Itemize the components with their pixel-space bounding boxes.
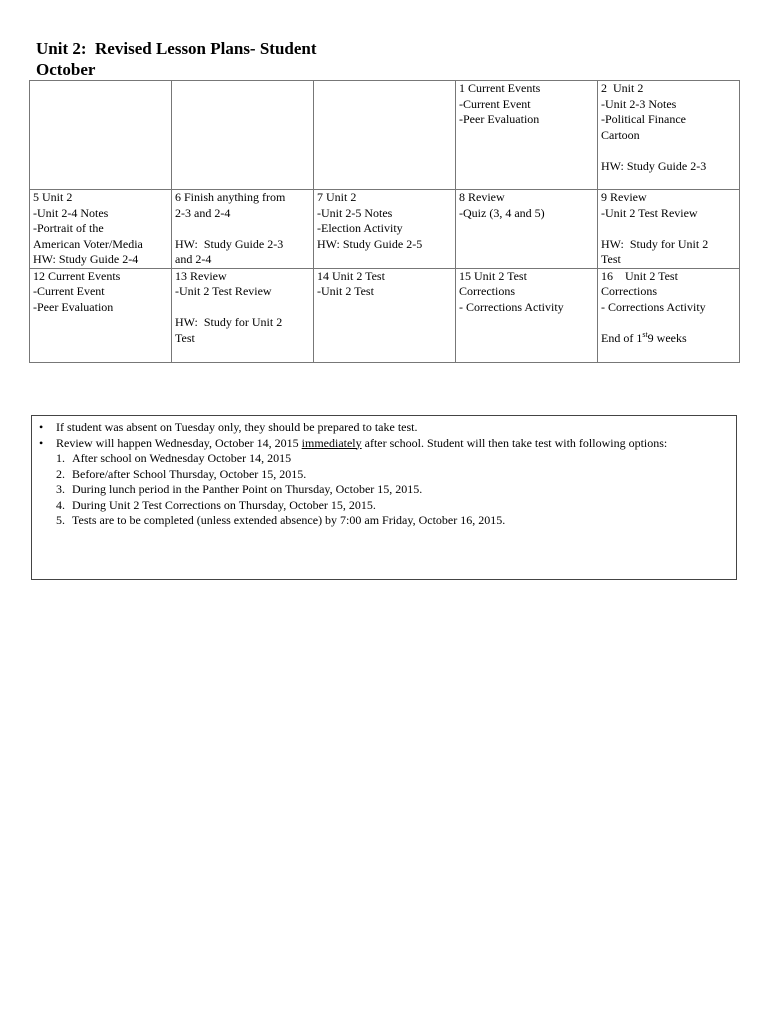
test-options-box — [31, 415, 737, 580]
day-entry-line: -Election Activity — [317, 221, 403, 235]
note-review-schedule — [32, 436, 736, 452]
option-number: 5. — [56, 513, 65, 527]
note-absent-tuesday — [32, 420, 736, 436]
option-number: 1. — [56, 451, 65, 465]
bullet-icon: • — [39, 435, 44, 450]
end-of-nine-weeks-note — [601, 331, 736, 347]
test-option-item — [32, 482, 736, 498]
calendar-week-row — [30, 268, 740, 362]
day-entry-line: 5 Unit 2 — [33, 190, 73, 204]
day-entry-line: Test — [175, 330, 195, 345]
note-emphasis: immediately — [301, 435, 362, 450]
day-entry-line: 2-3 and 2-4 — [175, 205, 231, 220]
day-entry-line: -Unit 2-3 Notes — [601, 96, 677, 111]
test-options-list — [32, 451, 736, 529]
calendar-week-row — [30, 190, 740, 269]
day-entry-line: 13 Review — [175, 268, 227, 283]
end-note-superscript: st — [642, 329, 648, 339]
end-note-prefix: End of 1 — [601, 330, 643, 345]
day-entry-line: 12 Current Events — [33, 268, 121, 283]
day-entry-line: HW: Study for Unit 2 — [175, 315, 283, 329]
day-entry-line: HW: Study for Unit 2 — [601, 236, 709, 251]
day-entry-line: Corrections — [459, 284, 515, 298]
option-number: 3. — [56, 482, 65, 496]
note-text-start: Review will happen Wednesday, October 14, 2015 — [56, 435, 302, 450]
day-entry-line: -Unit 2 Test Review — [175, 284, 272, 298]
day-entry-line: 9 Review — [601, 190, 647, 204]
day-entry-line: HW: Study Guide 2-3 — [601, 158, 707, 173]
day-entry-line: - Corrections Activity — [459, 299, 564, 314]
day-entry-line: and 2-4 — [175, 252, 212, 266]
day-entry-line: -Unit 2 Test — [317, 284, 374, 298]
end-note-suffix: 9 weeks — [647, 330, 687, 345]
day-entry-line: 14 Unit 2 Test — [317, 268, 385, 283]
calendar-day-cell — [314, 81, 456, 190]
day-entry-line: HW: Study Guide 2-4 — [33, 252, 139, 266]
option-number: 2. — [56, 466, 65, 481]
day-entry-line — [601, 143, 736, 159]
option-text: Tests are to be completed (unless extended absence) by 7:00 am Friday, October 16, 2015. — [72, 513, 506, 527]
test-option-item — [32, 451, 736, 467]
option-text: During lunch period in the Panther Point on Thursday, October 15, 2015. — [72, 482, 423, 496]
day-entry-line: American Voter/Media — [33, 236, 143, 251]
day-entry-line: -Unit 2-5 Notes — [317, 205, 393, 220]
calendar-day-cell — [30, 268, 172, 362]
calendar-day-cell — [172, 190, 314, 269]
day-entry-line: 15 Unit 2 Test — [459, 268, 527, 283]
option-text: After school on Wednesday October 14, 2015 — [72, 451, 292, 465]
day-entry-line: -Unit 2-4 Notes — [33, 205, 109, 220]
day-entry-line: -Quiz (3, 4 and 5) — [459, 205, 545, 220]
option-text: Before/after School Thursday, October 15, 2015. — [72, 466, 307, 481]
day-entry-line: -Unit 2 Test Review — [601, 205, 698, 220]
day-entry-line: 6 Finish anything from — [175, 190, 286, 204]
calendar-day-cell — [456, 268, 598, 362]
calendar-day-cell — [172, 268, 314, 362]
document-title-block — [36, 38, 317, 80]
bullet-icon: • — [39, 420, 44, 434]
day-entry-line: Corrections — [601, 284, 657, 298]
test-option-item — [32, 498, 736, 514]
day-entry-line: -Peer Evaluation — [459, 112, 540, 126]
day-entry-line: -Portrait of the — [33, 221, 104, 235]
day-entry-line: 8 Review — [459, 190, 505, 204]
note-text: If student was absent on Tuesday only, they should be prepared to take test. — [56, 420, 418, 434]
calendar-day-cell — [30, 81, 172, 190]
day-entry-line: Cartoon — [601, 127, 640, 142]
day-entry-line — [175, 221, 310, 237]
calendar-day-cell — [456, 81, 598, 190]
day-entry-line: -Current Event — [33, 284, 105, 298]
day-entry-line: 1 Current Events — [459, 81, 541, 95]
calendar-week-row — [30, 81, 740, 190]
test-option-item — [32, 467, 736, 483]
calendar-day-cell — [314, 268, 456, 362]
day-entry-line — [601, 315, 736, 331]
option-number: 4. — [56, 497, 65, 512]
lesson-calendar — [29, 80, 740, 363]
day-entry-line: 7 Unit 2 — [317, 190, 357, 204]
day-entry-line — [175, 300, 310, 316]
calendar-day-cell — [456, 190, 598, 269]
test-option-item — [32, 513, 736, 529]
day-entry-line — [601, 221, 736, 237]
day-entry-line: -Peer Evaluation — [33, 299, 114, 314]
month-heading: October — [36, 60, 96, 79]
calendar-day-cell — [598, 190, 740, 269]
day-entry-line: - Corrections Activity — [601, 299, 706, 314]
day-entry-line: Test — [601, 252, 621, 266]
page-title: Unit 2: Revised Lesson Plans- Student — [36, 39, 317, 58]
day-entry-line: 16 Unit 2 Test — [601, 268, 678, 283]
calendar-day-cell — [30, 190, 172, 269]
calendar-day-cell — [598, 81, 740, 190]
day-entry-line: 2 Unit 2 — [601, 81, 644, 95]
day-entry-line: HW: Study Guide 2-5 — [317, 236, 423, 251]
day-entry-line: -Political Finance — [601, 112, 686, 126]
calendar-day-cell — [314, 190, 456, 269]
option-text: During Unit 2 Test Corrections on Thursday, October 15, 2015. — [72, 497, 376, 512]
note-text-end: after school. Student will then take test with following options: — [361, 435, 668, 450]
day-entry-line: HW: Study Guide 2-3 — [175, 236, 284, 251]
calendar-day-cell — [598, 268, 740, 362]
calendar-day-cell — [172, 81, 314, 190]
day-entry-line: -Current Event — [459, 96, 531, 111]
